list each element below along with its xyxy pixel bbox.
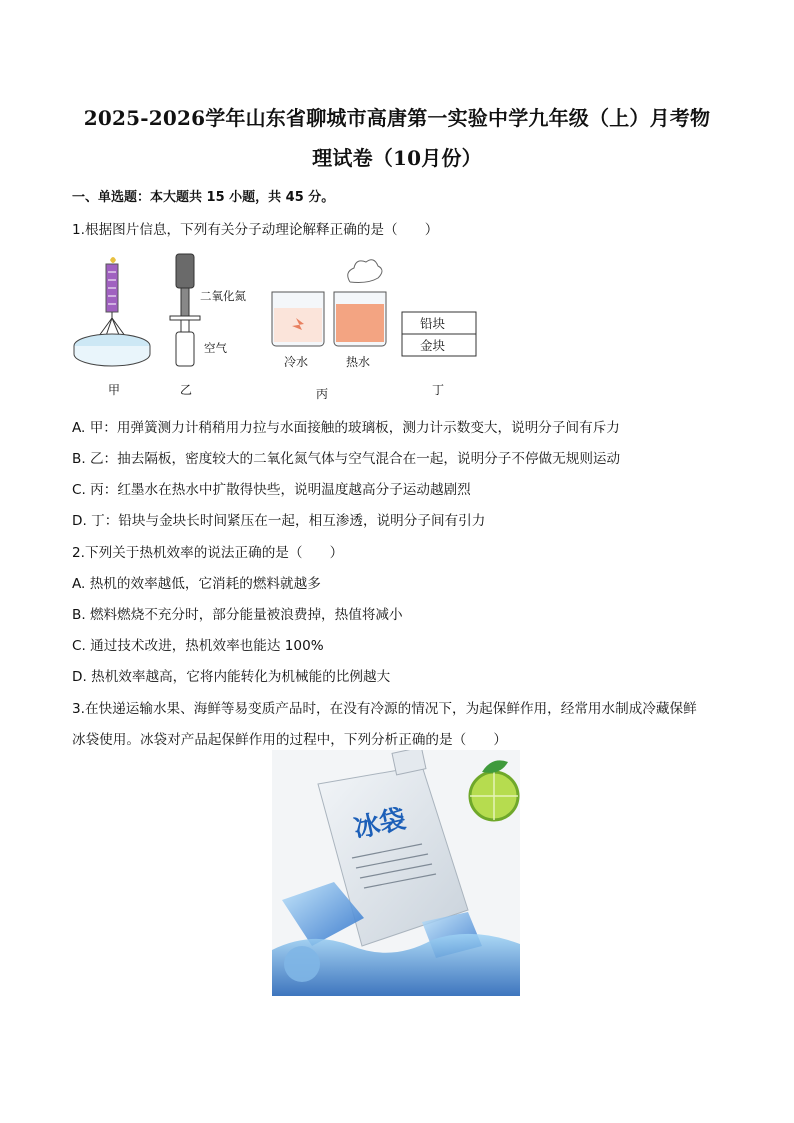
question-2-stem: 2.下列关于热机效率的说法正确的是（ ） — [72, 545, 344, 561]
question-1-option-d: D. 丁：铅块与金块长时间紧压在一起，相互渗透，说明分子间有引力 — [72, 513, 486, 529]
figure-ding — [402, 312, 476, 397]
figure-label-yi: 乙 — [180, 383, 193, 397]
ice-bag-label: 冰袋 — [351, 804, 409, 845]
question-1-option-b: B. 乙：抽去隔板，密度较大的二氧化氮气体与空气混合在一起，说明分子不停做无规则运动 — [72, 451, 621, 467]
figure-jia — [74, 257, 150, 397]
question-1-option-c: C. 丙：红墨水在热水中扩散得快些，说明温度越高分子运动越剧烈 — [72, 482, 471, 498]
exam-title-line2: 理试卷（10月份） — [312, 146, 482, 170]
hot-water-label: 热水 — [346, 355, 371, 369]
figure-label-ding: 丁 — [432, 383, 445, 397]
figure-label-bing: 丙 — [316, 387, 329, 401]
question-1-option-a: A. 甲：用弹簧测力计稍稍用力拉与水面接触的玻璃板，测力计示数变大，说明分子间有斥力 — [72, 420, 620, 436]
section-heading: 一、单选题：本大题共 15 小题，共 45 分。 — [72, 190, 335, 205]
gold-block-label: 金块 — [420, 338, 446, 353]
question-3-stem-line1: 3.在快递运输水果、海鲜等易变质产品时，在没有冷源的情况下，为起保鲜作用，经常用水制成冷藏保鲜 — [72, 701, 697, 717]
question-2-option-c: C. 通过技术改进，热机效率也能达 100% — [72, 638, 324, 654]
no2-label: 二氧化氮 — [200, 289, 246, 303]
question-3-stem-line2: 冰袋使用。冰袋对产品起保鲜作用的过程中，下列分析正确的是（ ） — [72, 732, 507, 748]
question-2-option-b: B. 燃料燃烧不充分时，部分能量被浪费掉，热值将减小 — [72, 607, 403, 623]
figure-label-jia: 甲 — [108, 383, 121, 397]
lead-block-label: 铅块 — [420, 316, 446, 331]
question-2-option-a: A. 热机的效率越低，它消耗的燃料就越多 — [72, 576, 321, 592]
figure-yi — [170, 254, 246, 397]
question-1-stem: 1.根据图片信息，下列有关分子动理论解释正确的是（ ） — [72, 222, 439, 238]
ice-bag-image — [272, 750, 520, 996]
question-2-option-d: D. 热机效率越高，它将内能转化为机械能的比例越大 — [72, 669, 391, 685]
cold-water-label: 冷水 — [284, 355, 309, 369]
exam-title-line1: 2025-2026学年山东省聊城市高唐第一实验中学九年级（上）月考物 — [83, 106, 711, 130]
air-label: 空气 — [204, 341, 227, 355]
figure-bing — [272, 260, 386, 401]
question-1-figure — [70, 252, 490, 402]
